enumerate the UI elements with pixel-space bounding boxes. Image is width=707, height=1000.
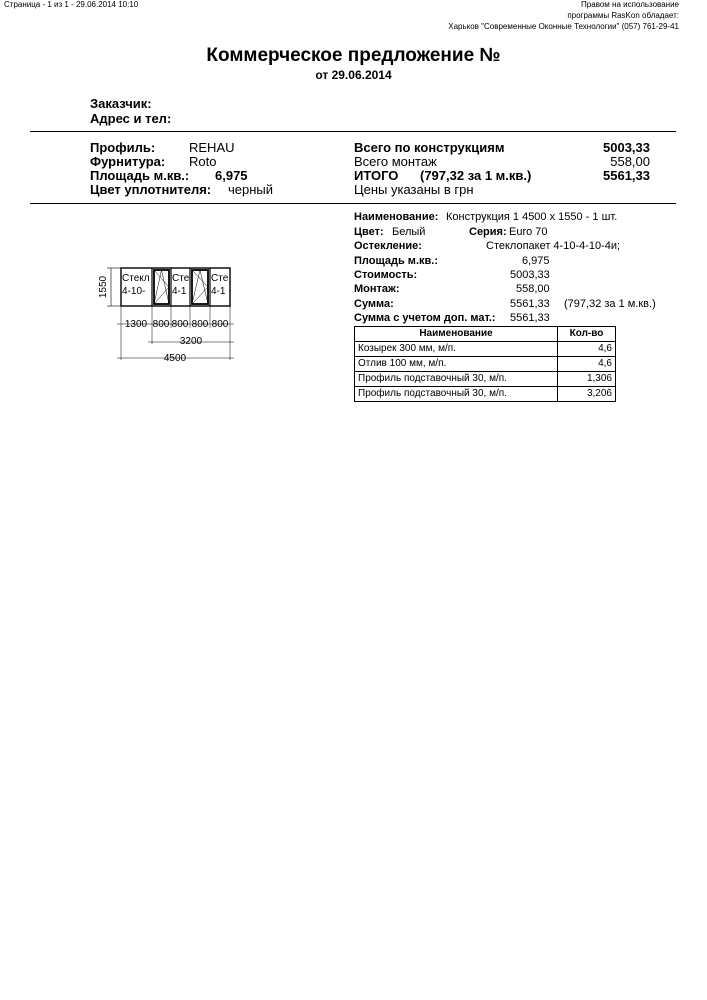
sum-extra-value: 5561,33 — [510, 312, 550, 324]
glazing-value: Стеклопакет 4-10-4-10-4и; — [486, 240, 621, 252]
seal-color-label: Цвет уплотнителя: — [90, 182, 212, 197]
glass-text: Сте — [211, 273, 229, 284]
width-label: 1300 — [124, 319, 148, 330]
total-constructions-label: Всего по конструкциям — [354, 140, 505, 155]
materials-col-qty: Кол-во — [558, 327, 616, 342]
material-name: Профиль подставочный 30, м/п. — [355, 387, 558, 402]
itogo-per-m2: (797,32 за 1 м.кв.) — [420, 168, 532, 183]
glass-text: 4-10- — [122, 286, 146, 297]
glass-text: Сте — [172, 273, 190, 284]
page-header-left: Страница - 1 из 1 - 29.06.2014 10:10 — [4, 0, 139, 9]
materials-col-name: Наименование — [355, 327, 558, 342]
height-label: 1550 — [98, 275, 109, 299]
address-label: Адрес и тел: — [90, 111, 172, 126]
construction-area-value: 6,975 — [522, 255, 550, 267]
sum-extra-label: Сумма с учетом доп. мат.: — [354, 312, 496, 324]
divider-middle — [30, 203, 676, 204]
construction-name-value: Конструкция 1 4500 x 1550 - 1 шт. — [446, 211, 618, 223]
install-value: 558,00 — [516, 283, 550, 295]
color-value: Белый — [392, 226, 426, 238]
material-qty: 3,206 — [558, 387, 616, 402]
material-name: Профиль подставочный 30, м/п. — [355, 372, 558, 387]
materials-header-row — [355, 327, 616, 342]
width-label: 800 — [171, 319, 189, 330]
series-label: Серия: — [469, 226, 507, 238]
sum-per-m2: (797,32 за 1 м.кв.) — [564, 298, 656, 310]
series-value: Euro 70 — [509, 226, 548, 238]
construction-area-label: Площадь м.кв.: — [354, 255, 438, 267]
glazing-label: Остекление: — [354, 240, 422, 252]
table-row — [355, 372, 616, 387]
width-label: 800 — [152, 319, 170, 330]
total-width-label: 4500 — [163, 353, 187, 364]
seal-color-value: черный — [228, 182, 274, 197]
license-line-1: Правом на использование — [581, 0, 679, 9]
sum-value: 5561,33 — [510, 298, 550, 310]
window-drawing — [95, 262, 255, 372]
hardware-value: Roto — [189, 154, 217, 169]
width-label: 800 — [211, 319, 229, 330]
sum-label: Сумма: — [354, 298, 394, 310]
itogo-label: ИТОГО — [354, 168, 399, 183]
cost-label: Стоимость: — [354, 269, 418, 281]
area-label: Площадь м.кв.: — [90, 168, 190, 183]
material-name: Козырек 300 мм, м/п. — [355, 342, 558, 357]
total-constructions-value: 5003,33 — [603, 140, 650, 155]
glass-text: 4-1 — [172, 286, 187, 297]
install-label: Монтаж: — [354, 283, 400, 295]
total-install-value: 558,00 — [610, 154, 650, 169]
table-row — [355, 342, 616, 357]
license-line-2: программы RasKon обладает: — [567, 11, 679, 20]
color-label: Цвет: — [354, 226, 384, 238]
itogo-value: 5561,33 — [603, 168, 650, 183]
table-row — [355, 357, 616, 372]
glass-text: 4-1 — [211, 286, 226, 297]
subtotal-width-label: 3200 — [179, 336, 203, 347]
materials-table — [354, 326, 616, 402]
customer-label: Заказчик: — [90, 96, 152, 111]
cost-value: 5003,33 — [510, 269, 550, 281]
width-label: 800 — [191, 319, 209, 330]
profile-value: REHAU — [189, 140, 235, 155]
divider-top — [30, 131, 676, 132]
document-title: Коммерческое предложение № — [206, 45, 501, 66]
construction-name-label: Наименование: — [354, 211, 439, 223]
table-row — [355, 387, 616, 402]
glass-text: Стекл — [122, 273, 150, 284]
material-qty: 1,306 — [558, 372, 616, 387]
hardware-label: Фурнитура: — [90, 154, 166, 169]
currency-note: Цены указаны в грн — [354, 182, 474, 197]
area-value: 6,975 — [215, 168, 248, 183]
material-qty: 4,6 — [558, 342, 616, 357]
document-date: от 29.06.2014 — [315, 68, 392, 82]
material-name: Отлив 100 мм, м/п. — [355, 357, 558, 372]
license-line-3: Харьков "Современные Оконные Технологии" (057) 761-29-41 — [448, 22, 679, 31]
material-qty: 4,6 — [558, 357, 616, 372]
total-install-label: Всего монтаж — [354, 154, 437, 169]
profile-label: Профиль: — [90, 140, 156, 155]
